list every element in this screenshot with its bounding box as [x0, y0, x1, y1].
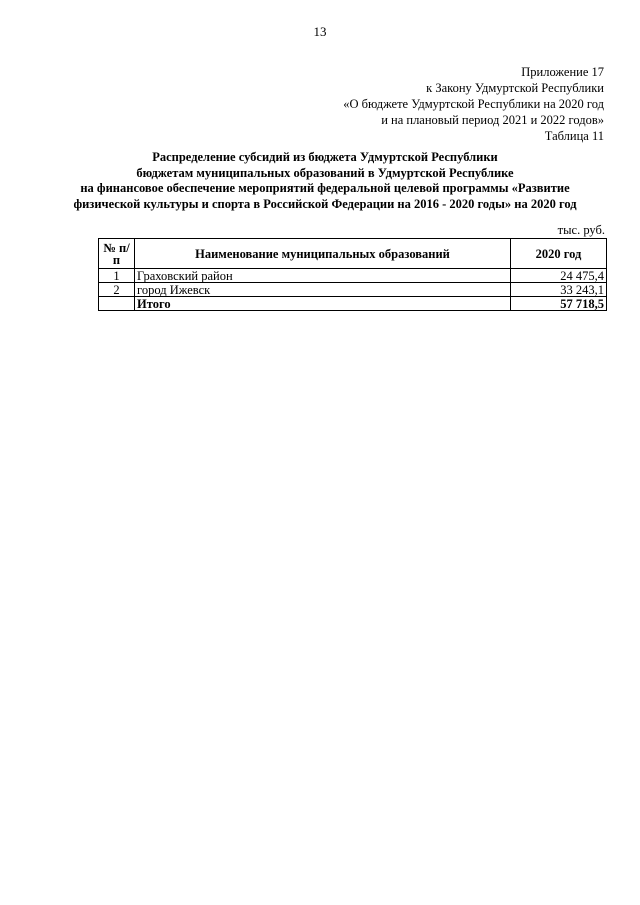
document-title — [60, 150, 590, 212]
header-num: № п/п — [99, 239, 135, 269]
row-num: 2 — [99, 283, 135, 297]
table-row — [99, 269, 607, 283]
row-num: 1 — [99, 269, 135, 283]
total-label: Итого — [135, 297, 511, 311]
table-header-row — [99, 239, 607, 269]
units-label: тыс. руб. — [557, 223, 605, 237]
row-name: город Ижевск — [135, 283, 511, 297]
appendix-line: и на плановый период 2021 и 2022 годов» — [381, 113, 604, 127]
subsidy-table — [98, 238, 607, 311]
appendix-line: к Закону Удмуртской Республики — [426, 81, 604, 95]
title-line: бюджетам муниципальных образований в Удмуртской Республике — [136, 165, 514, 180]
table-label: Таблица 11 — [544, 129, 604, 143]
header-value: 2020 год — [511, 239, 607, 269]
table-row — [99, 283, 607, 297]
title-line: на финансовое обеспечение мероприятий федеральной целевой программы «Развитие — [80, 181, 570, 195]
page-number: 13 — [313, 24, 327, 39]
appendix-line: Приложение 17 — [521, 65, 604, 79]
title-line: Распределение субсидий из бюджета Удмуртской Республики — [152, 150, 498, 164]
appendix-header — [343, 64, 604, 144]
title-line: физической культуры и спорта в Российской Федерации на 2016 - 2020 годы» на 2020 год — [73, 196, 577, 211]
total-value: 57 718,5 — [511, 297, 607, 311]
row-name: Граховский район — [135, 269, 511, 283]
appendix-line: «О бюджете Удмуртской Республики на 2020 год — [343, 97, 604, 111]
table-total-row — [99, 297, 607, 311]
row-value: 33 243,1 — [511, 283, 607, 297]
row-value: 24 475,4 — [511, 269, 607, 283]
header-name: Наименование муниципальных образований — [135, 239, 511, 269]
total-num — [99, 297, 135, 311]
